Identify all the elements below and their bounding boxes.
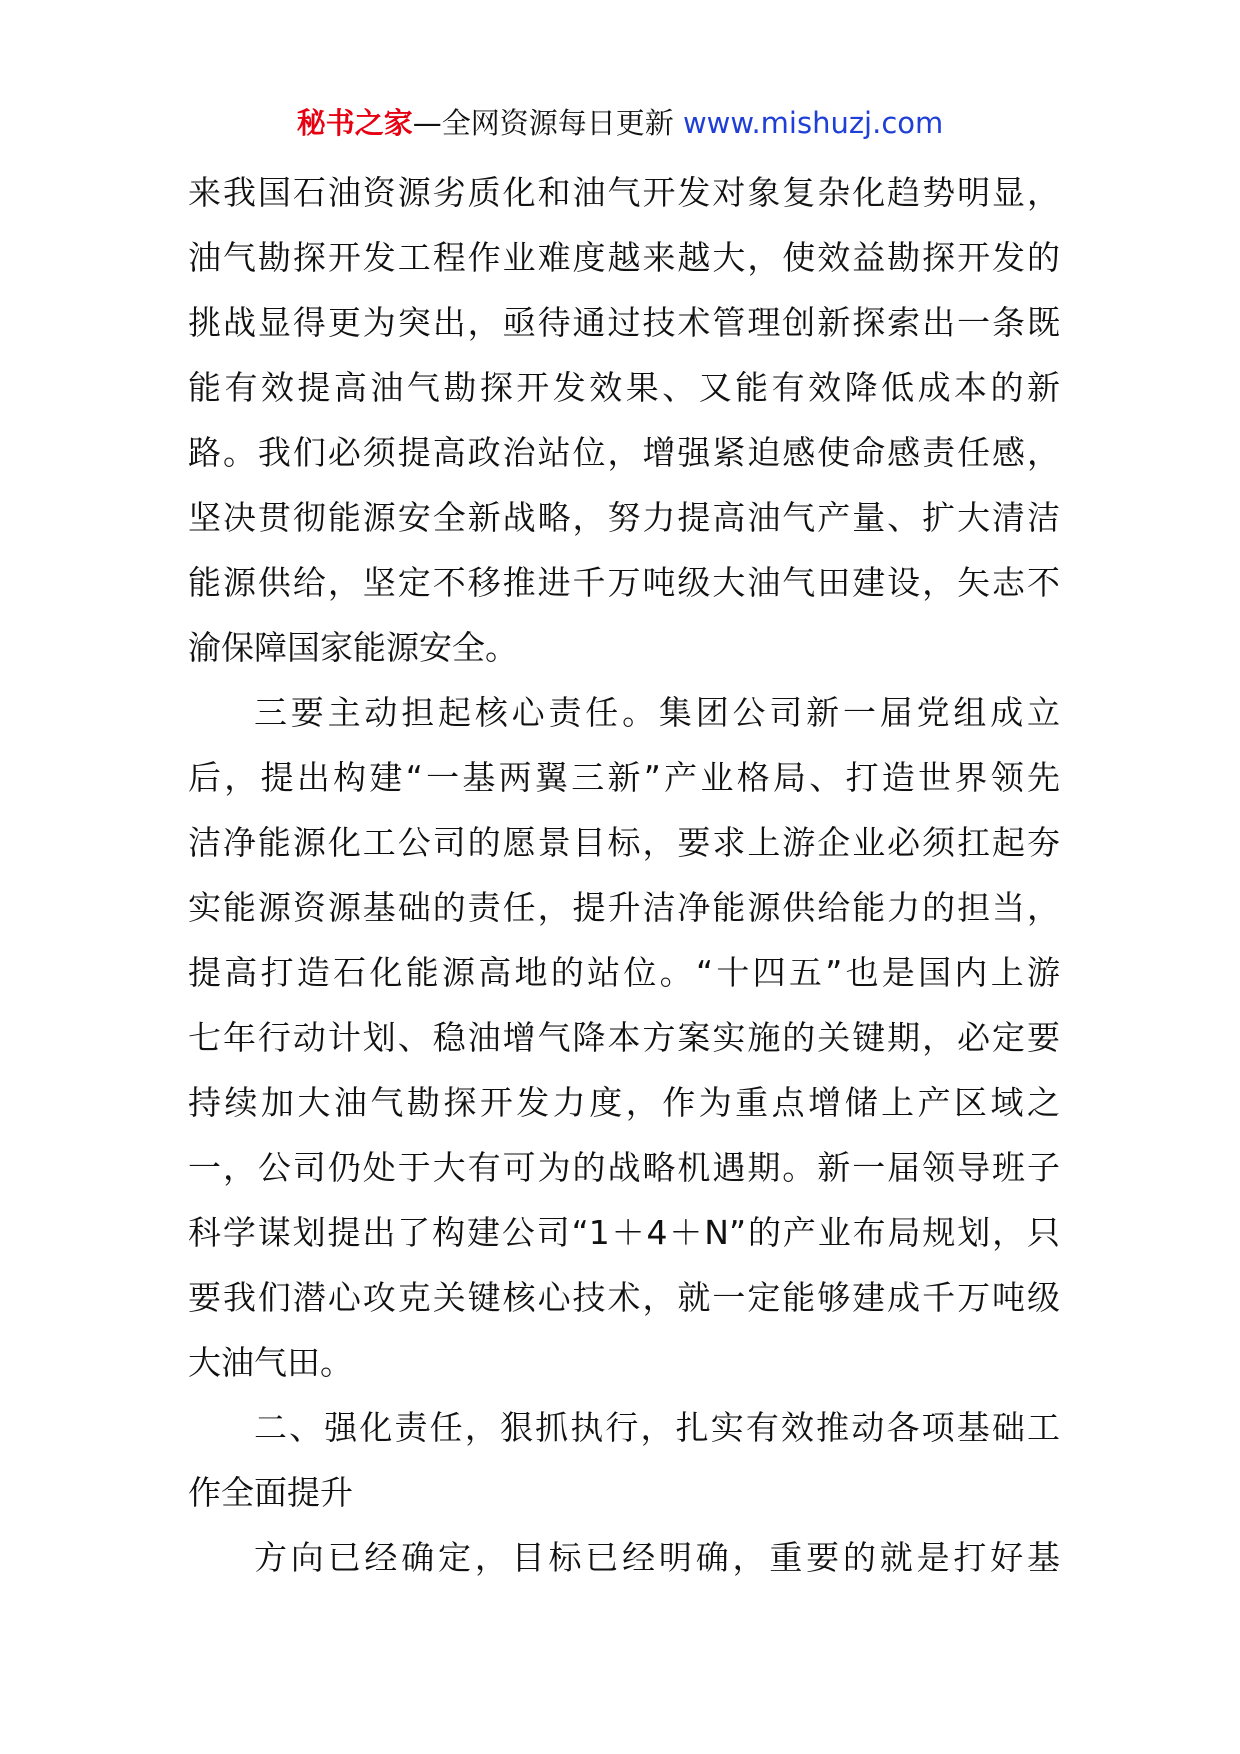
text-line: 能有效提高油气勘探开发效果、又能有效降低成本的新 [188, 368, 1060, 407]
text-line: 一，公司仍处于大有可为的战略机遇期。新一届领导班子 [188, 1148, 1060, 1187]
text-line: 科学谋划提出了构建公司“1＋4＋N”的产业布局规划，只 [188, 1213, 1060, 1252]
text-line: 后，提出构建“一基两翼三新”产业格局、打造世界领先 [188, 758, 1060, 797]
text-line: 来我国石油资源劣质化和油气开发对象复杂化趋势明显， [188, 173, 1060, 212]
text-line: 持续加大油气勘探开发力度，作为重点增储上产区域之 [188, 1083, 1060, 1122]
website-link[interactable]: www.mishuzj.com [682, 106, 944, 140]
brand-name: 秘书之家 [296, 106, 413, 140]
text-line: 渝保障国家能源安全。 [188, 628, 518, 667]
text-line: 大油气田。 [188, 1343, 353, 1382]
text-line: 坚决贯彻能源安全新战略，努力提高油气产量、扩大清洁 [188, 498, 1060, 537]
text-line: 要我们潜心攻克关键核心技术，就一定能够建成千万吨级 [188, 1278, 1060, 1317]
text-line: 洁净能源化工公司的愿景目标，要求上游企业必须扛起夯 [188, 823, 1060, 862]
text-line: 七年行动计划、稳油增气降本方案实施的关键期，必定要 [188, 1018, 1060, 1057]
document-body [188, 160, 1060, 1590]
text-line: 油气勘探开发工程作业难度越来越大，使效益勘探开发的 [188, 238, 1060, 277]
page-header [0, 103, 1240, 143]
header-tagline: —全网资源每日更新 [412, 106, 674, 140]
paragraph-start-line: 方向已经确定，目标已经明确，重要的就是打好基 [254, 1538, 1060, 1577]
section-heading-line: 二、强化责任，狠抓执行，扎实有效推动各项基础工 [254, 1408, 1060, 1447]
text-line: 挑战显得更为突出，亟待通过技术管理创新探索出一条既 [188, 303, 1060, 342]
text-line: 路。我们必须提高政治站位，增强紧迫感使命感责任感， [188, 433, 1060, 472]
paragraph-start-line: 三要主动担起核心责任。集团公司新一届党组成立 [254, 693, 1060, 732]
section-heading-line: 作全面提升 [188, 1473, 353, 1512]
text-line: 能源供给，坚定不移推进千万吨级大油气田建设，矢志不 [188, 563, 1060, 602]
text-line: 提高打造石化能源高地的站位。“十四五”也是国内上游 [188, 953, 1060, 992]
text-line: 实能源资源基础的责任，提升洁净能源供给能力的担当， [188, 888, 1060, 927]
